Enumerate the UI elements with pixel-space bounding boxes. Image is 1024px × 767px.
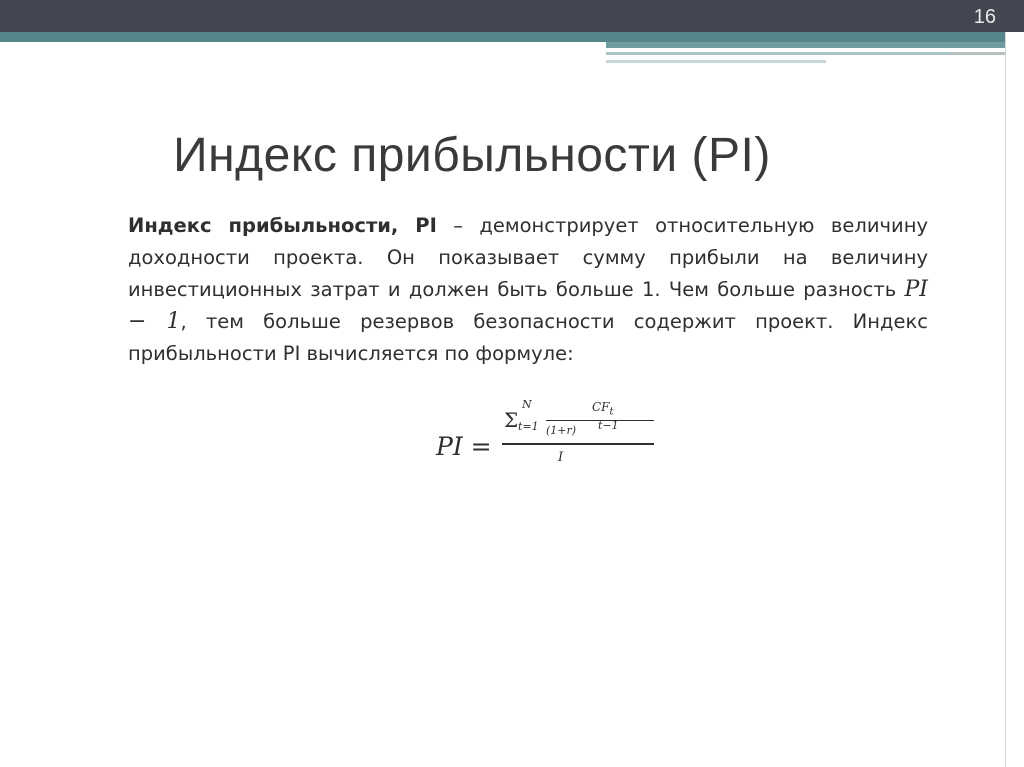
- cash-flow-term: [592, 400, 614, 417]
- header-accent-bar: [606, 42, 1005, 48]
- formula-denominator: I: [558, 450, 564, 465]
- header-thin-line-3: [950, 52, 1005, 55]
- formula-numerator: [504, 394, 654, 440]
- slide-title: Индекс прибыльности (PI): [173, 129, 771, 182]
- header-thin-line-2: [606, 60, 826, 63]
- bold-lead: Индекс прибыльности, PI: [128, 214, 437, 237]
- cash-flow-subscript: t: [609, 406, 614, 418]
- formula-lhs: PI =: [436, 432, 492, 461]
- header-bar-dark: [0, 0, 1024, 32]
- sum-symbol: Σ: [504, 408, 519, 432]
- inline-math: PI − 1: [128, 277, 928, 334]
- cash-flow-label: CF: [592, 400, 610, 414]
- main-fraction-line: [502, 443, 654, 445]
- header-thin-line-1: [606, 52, 950, 55]
- discount-factor: (1+r): [546, 424, 577, 437]
- paragraph-part-2: , тем больше резервов безопасности содержит проект. Индекс прибыльности PI вычисляется по формуле:: [128, 310, 928, 365]
- discount-exponent: t−1: [598, 419, 619, 432]
- page-number: 16: [973, 6, 996, 28]
- sum-upper-limit: N: [522, 398, 532, 411]
- sum-lower-limit: t=1: [518, 420, 539, 433]
- body-paragraph: [128, 210, 928, 370]
- header-bar-teal: [0, 32, 1005, 42]
- paragraph-part-1: – демонстрирует относительную величину доходности проекта. Он показывает сумму прибыли на величину инвестиционных затрат и должен быть больше 1. Чем больше разность: [128, 214, 928, 301]
